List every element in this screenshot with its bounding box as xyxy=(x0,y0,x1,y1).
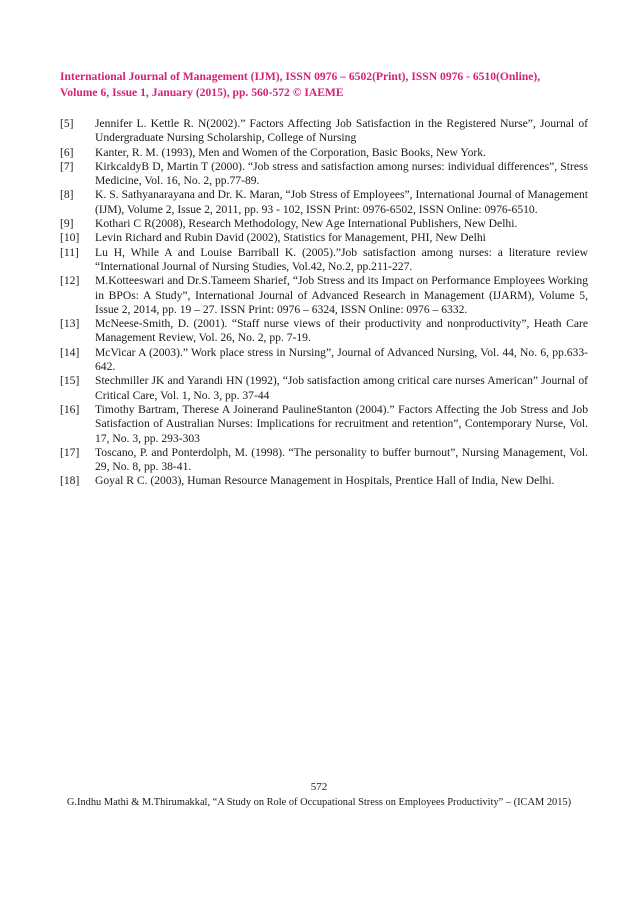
reference-number: [14] xyxy=(60,345,80,359)
reference-number: [8] xyxy=(60,188,74,202)
reference-text: Timothy Bartram, Therese A Joinerand PaulineStanton (2004).” Factors Affecting the Job Stress and Job Satisfaction of Australian Nurses: Implications for recruitment and retention”, Contemporary Nurse, Vol. 17, No. 3, pp. 293-303 xyxy=(95,402,588,445)
journal-header-line1: International Journal of Management (IJM), ISSN 0976 – 6502(Print), ISSN 0976 - 6510(Online), xyxy=(60,70,541,83)
reference-text: Kothari C R(2008), Research Methodology, New Age International Publishers, New Delhi. xyxy=(95,217,518,231)
reference-item xyxy=(60,188,588,217)
reference-number: [11] xyxy=(60,245,79,259)
reference-number: [15] xyxy=(60,374,80,388)
reference-text: Goyal R C. (2003), Human Resource Management in Hospitals, Prentice Hall of India, New Delhi. xyxy=(95,474,555,488)
reference-number: [5] xyxy=(60,117,74,130)
reference-text: K. S. Sathyanarayana and Dr. K. Maran, “Job Stress of Employees”, International Journal of Management (IJM), Volume 2, Issue 2, 2011, pp. 93 - 102, ISSN Print: 0976-6502, ISSN Online: 0976-6510. xyxy=(95,188,588,216)
reference-item xyxy=(60,160,588,189)
reference-item xyxy=(60,231,588,245)
reference-number: [10] xyxy=(60,231,80,245)
reference-text: Jennifer L. Kettle R. N(2002).” Factors Affecting Job Satisfaction in the Registered Nurse”, Journal of Undergraduate Nursing Scholarship, College of Nursing xyxy=(95,117,588,145)
reference-number: [17] xyxy=(60,445,80,459)
reference-item xyxy=(60,217,588,231)
page-footer: G.Indhu Mathi & M.Thirumakkal, “A Study on Role of Occupational Stress on Employees Productivity” – (ICAM 2015) xyxy=(66,797,572,808)
reference-number: [13] xyxy=(60,317,80,331)
reference-item xyxy=(60,146,588,160)
reference-list xyxy=(60,117,588,489)
reference-text: M.Kotteeswari and Dr.S.Tameem Sharief, “Job Stress and its Impact on Performance Employees Working in BPOs: A Study”, International Journal of Advanced Research in Management (IJARM), Volume 5, Issue 2, 2014, pp. 19 – 27. ISSN Print: 0976 – 6324, ISSN Online: 0976 – 6332. xyxy=(95,274,588,316)
reference-item xyxy=(60,403,588,446)
reference-number: [12] xyxy=(60,274,80,288)
reference-text: McNeese-Smith, D. (2001). “Staff nurse views of their productivity and nonproductivity”, Heath Care Management Review, Vol. 26, No. 2, pp. 7-19. xyxy=(95,317,588,345)
reference-text: Stechmiller JK and Yarandi HN (1992), “Job satisfaction among critical care nurses American” Journal of Critical Care, Vol. 1, No. 3, pp. 37-44 xyxy=(95,374,588,402)
page-number: 572 xyxy=(310,781,328,793)
reference-number: [6] xyxy=(60,145,74,159)
reference-item xyxy=(60,274,588,317)
reference-item xyxy=(60,117,588,146)
reference-text: Toscano, P. and Ponterdolph, M. (1998). “The personality to buffer burnout”, Nursing Management, Vol. 29, No. 8, pp. 38-41. xyxy=(95,445,588,474)
reference-text: Kanter, R. M. (1993), Men and Women of the Corporation, Basic Books, New York. xyxy=(95,145,486,159)
reference-number: [9] xyxy=(60,217,74,231)
reference-number: [16] xyxy=(60,402,80,416)
reference-item xyxy=(60,374,588,403)
reference-item xyxy=(60,346,588,375)
reference-number: [18] xyxy=(60,474,80,488)
reference-item xyxy=(60,474,588,488)
reference-text: Lu H, While A and Louise Barriball K. (2005).”Job satisfaction among nurses: a literature review “International Journal of Nursing Studies, Vol.42, No.2, pp.211-227. xyxy=(95,245,588,273)
reference-item xyxy=(60,246,588,275)
reference-number: [7] xyxy=(60,159,74,173)
reference-text: KirkcaldyB D, Martin T (2000). “Job stress and satisfaction among nurses: individual differences”, Stress Medicine, Vol. 16, No. 2, pp.77-89. xyxy=(95,159,588,188)
reference-text: Levin Richard and Rubin David (2002), Statistics for Management, PHI, New Delhi xyxy=(95,231,486,245)
reference-item xyxy=(60,446,588,475)
reference-item xyxy=(60,317,588,346)
reference-text: McVicar A (2003).” Work place stress in Nursing”, Journal of Advanced Nursing, Vol. 44, No. 6, pp.633-642. xyxy=(95,345,588,374)
journal-header xyxy=(60,69,588,101)
journal-header-line2: Volume 6, Issue 1, January (2015), pp. 560-572 © IAEME xyxy=(60,86,344,99)
